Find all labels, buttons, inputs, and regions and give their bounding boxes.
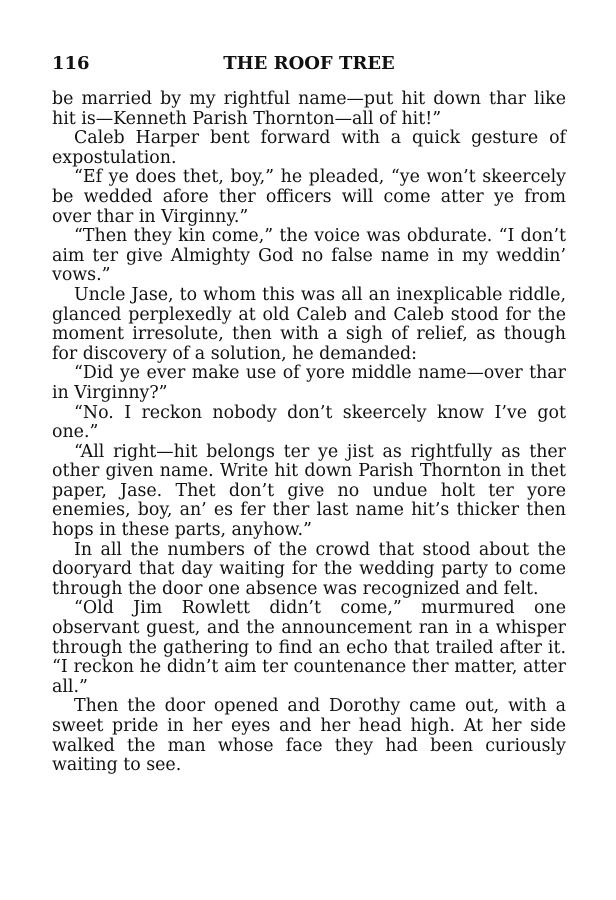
- body-text: [52, 90, 566, 776]
- paragraph: “No. I reckon nobody don’t skeercely know I’ve got one.”: [52, 402, 566, 443]
- paragraph: “Ef ye does thet, boy,” he pleaded, “ye won’t skeercely be wedded afore ther officers will come atter ye from over thar in Virginny.”: [52, 167, 566, 227]
- paragraph: “Old Jim Rowlett didn’t come,” murmured one observant guest, and the announcement ran in a whisper through the gathering to find an echo that trailed after it. “I reckon he didn’t aim ter countenance ther matter, atter all.”: [52, 598, 566, 697]
- page-number: 116: [52, 53, 90, 74]
- paragraph: Caleb Harper bent forward with a quick gesture of expostulation.: [52, 128, 566, 168]
- paragraph: be married by my rightful name—put hit down thar like hit is—Kenneth Parish Thornton—all of hit!”: [52, 89, 566, 129]
- paragraph: In all the numbers of the crowd that stood about the dooryard that day waiting for the wedding party to come through the door one absence was recognized and felt.: [52, 539, 566, 599]
- paragraph: “Did ye ever make use of yore middle name—over thar in Virginny?”: [52, 363, 566, 403]
- page-header: [52, 50, 566, 78]
- book-page: [52, 50, 566, 776]
- paragraph: “All right—hit belongs ter ye jist as rightfully as ther other given name. Write hit down Parish Thornton in thet paper, Jase. Thet don’t give no undue holt ter yore enemies, boy, an’ es fer ther last name hit’s thicker then hops in these parts, anyhow.”: [52, 441, 566, 541]
- running-title: THE ROOF TREE: [223, 53, 395, 74]
- paragraph: Then the door opened and Dorothy came out, with a sweet pride in her eyes and her head high. At her side walked the man whose face they had been curiously waiting to see.: [52, 696, 566, 776]
- paragraph: “Then they kin come,” the voice was obdurate. “I don’t aim ter give Almighty God no false name in my weddin’ vows.”: [52, 226, 566, 286]
- paragraph: Uncle Jase, to whom this was all an inexplicable riddle, glanced perplexedly at old Caleb and Caleb stood for the moment irresolute, then with a sigh of relief, as though for discovery of a solution, he demanded:: [52, 284, 566, 364]
